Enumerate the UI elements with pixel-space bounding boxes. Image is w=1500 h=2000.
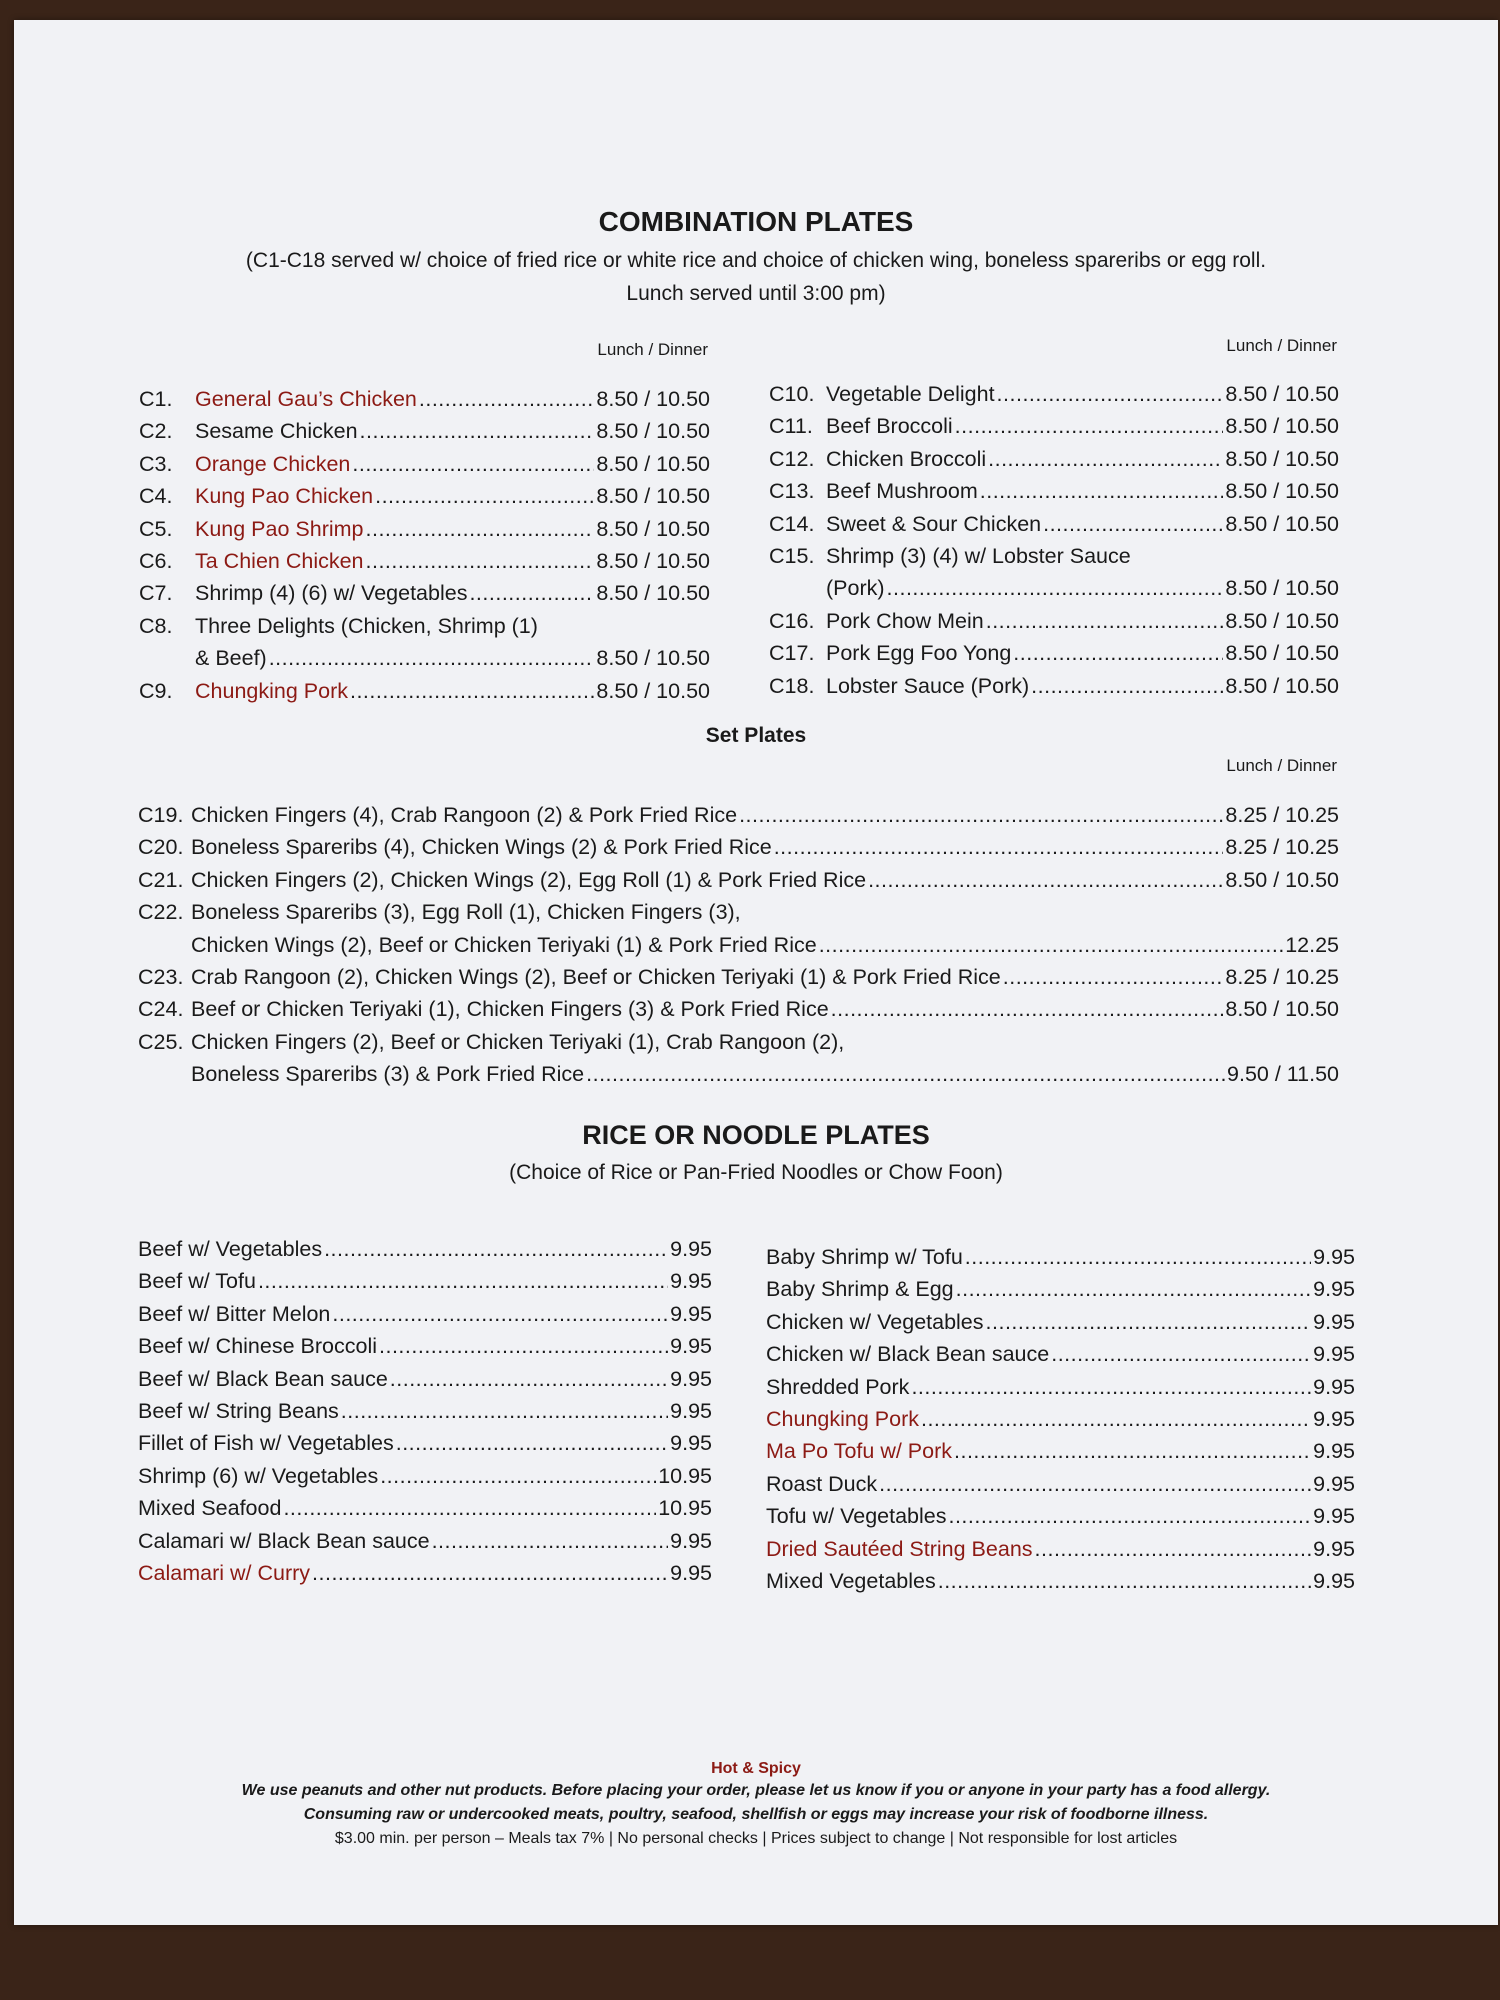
menu-item [769,637,1339,669]
menu-item-price: 9.95 [1313,1374,1355,1399]
menu-item-price: 9.95 [1313,1277,1355,1302]
menu-item-price: 9.95 [670,1334,712,1359]
dot-leader [360,415,595,447]
menu-item [138,1058,1339,1090]
menu-item-line1 [139,610,538,642]
dot-leader [879,1468,1311,1500]
dot-leader [955,410,1224,442]
menu-item-name: Beef or Chicken Teriyaki (1), Chicken Fingers (3) & Pork Fried Rice [191,997,829,1022]
menu-item [139,642,710,674]
menu-item-price: 8.50 / 10.50 [596,678,710,703]
menu-item-price: 8.50 / 10.50 [596,451,710,476]
menu-item [766,1371,1355,1403]
menu-item-name: Tofu w/ Vegetables [766,1504,947,1529]
dot-leader [269,642,595,674]
menu-item [138,1298,712,1330]
rice-noodle-title: RICE OR NOODLE PLATES [582,1120,930,1150]
menu-item-name: Baby Shrimp w/ Tofu [766,1245,963,1269]
menu-item [766,1273,1355,1305]
menu-item-name: Beef Broccoli [826,414,953,439]
dot-leader [380,1460,656,1492]
menu-item [139,448,710,480]
dot-leader [283,1492,656,1524]
menu-item-price: 9.95 [670,1301,712,1326]
dot-leader [1035,1533,1312,1565]
dot-leader [986,605,1224,637]
menu-item [769,572,1339,604]
menu-item-price: 10.95 [658,1496,712,1521]
menu-item-name: Roast Duck [766,1471,878,1496]
combination-right-col-header: Lunch / Dinner [1226,336,1337,355]
menu-item-code: C5. [139,516,173,541]
menu-item-name: Pork Egg Foo Yong [826,641,1012,666]
menu-item [138,799,1339,831]
menu-item-name: Calamari w/ Curry [138,1561,311,1585]
hot-spicy-legend: Hot & Spicy [711,1760,801,1777]
menu-item-name: Shrimp (4) (6) w/ Vegetables [195,581,468,606]
menu-item [139,545,710,577]
menu-item-price: 8.50 / 10.50 [1225,446,1339,471]
menu-item [139,675,710,707]
menu-item [138,1233,712,1265]
menu-item-code: C10. [769,382,815,406]
dot-leader [341,1395,668,1427]
menu-item-price: 9.95 [1313,1309,1355,1334]
dot-leader [774,831,1224,863]
menu-item-price: 12.25 [1285,932,1339,957]
menu-item-name: Vegetable Delight [826,382,995,406]
menu-item [138,1427,712,1459]
dot-leader [332,1298,668,1330]
set-plates-col-header: Lunch / Dinner [1226,756,1337,775]
menu-item-code: C16. [769,608,815,633]
dot-leader [432,1525,669,1557]
dot-leader [366,545,595,577]
menu-item-name: Shrimp (6) w/ Vegetables [138,1463,379,1488]
menu-item-code: C23. [138,965,184,989]
menu-item-name: Shredded Pork [766,1374,910,1399]
dot-leader [911,1371,1311,1403]
menu-item-price: 8.50 / 10.50 [1225,414,1339,439]
menu-item-name-cont: & Beef) [195,646,267,671]
menu-item-name: Mixed Seafood [138,1496,282,1521]
menu-item [769,443,1339,475]
menu-item-price: 8.50 / 10.50 [1225,576,1339,601]
menu-item-code: C11. [769,414,813,439]
dot-leader [980,475,1224,507]
menu-item-name: Beef w/ Bitter Melon [138,1301,331,1326]
menu-item [139,383,710,415]
menu-item [139,480,710,512]
menu-item [138,1525,712,1557]
menu-item-name: Beef w/ Vegetables [138,1237,323,1261]
dot-leader [948,1500,1311,1532]
menu-item-price: 8.50 / 10.50 [596,484,710,509]
menu-item [766,1533,1355,1565]
menu-item-code: C4. [139,484,173,509]
dot-leader [1043,508,1223,540]
menu-item [766,1403,1355,1435]
menu-item [766,1306,1355,1338]
menu-item-price: 9.50 / 11.50 [1227,1062,1339,1087]
menu-item-name: Beef w/ Tofu [138,1269,256,1294]
combination-subtitle-line1: (C1-C18 served w/ choice of fried rice or white rice and choice of chicken wing, boneless spareribs or egg roll. [245,249,1267,272]
menu-item-price: 8.50 / 10.50 [1225,382,1339,406]
menu-item [766,1241,1355,1273]
menu-item-name: Beef w/ Black Bean sauce [138,1366,388,1391]
menu-item-code: C8. [139,613,173,638]
dot-leader [1013,637,1223,669]
combination-subtitle-line2: Lunch served until 3:00 pm) [626,282,886,305]
menu-item-name: Chicken w/ Black Bean sauce [766,1342,1050,1367]
dot-leader [366,513,595,545]
dot-leader [956,1273,1312,1305]
dot-leader [586,1058,1225,1090]
menu-item [769,475,1339,507]
menu-item-price: 9.95 [1313,1342,1355,1367]
menu-item-code: C3. [139,451,173,476]
dot-leader [739,799,1223,831]
menu-item [138,929,1339,961]
dot-leader [997,378,1224,410]
menu-item-name: Chungking Pork [766,1407,919,1431]
menu-item [769,605,1339,637]
menu-item-price: 8.25 / 10.25 [1225,803,1339,827]
menu-item-code: C12. [769,446,815,471]
menu-item-price: 9.95 [670,1528,712,1553]
policy-notice: $3.00 min. per person – Meals tax 7% | No personal checks | Prices subject to change | Not responsible for lost articles [334,1830,1178,1847]
menu-item-price: 9.95 [670,1366,712,1391]
menu-item [766,1565,1355,1597]
menu-item [138,1460,712,1492]
dot-leader [375,480,594,512]
menu-item-price: 9.95 [1313,1569,1355,1593]
menu-item-code: C18. [769,673,815,698]
menu-item [769,670,1339,702]
menu-item-price: 8.50 / 10.50 [596,549,710,573]
dot-leader [350,675,594,707]
menu-item-code: C15. [769,544,815,568]
menu-item [766,1468,1355,1500]
menu-item-code: C7. [139,581,173,606]
menu-item-name: Crab Rangoon (2), Chicken Wings (2), Beef or Chicken Teriyaki (1) & Pork Fried Rice [191,965,1001,989]
menu-item-price: 8.50 / 10.50 [596,646,710,671]
menu-item-name-cont: Chicken Wings (2), Beef or Chicken Teriyaki (1) & Pork Fried Rice [191,932,817,957]
dot-leader [1031,670,1223,702]
menu-item-code: C13. [769,479,815,504]
menu-item-price: 8.50 / 10.50 [1225,479,1339,504]
menu-item-code: C1. [139,387,173,411]
menu-item-name-cont: Boneless Spareribs (3) & Pork Fried Rice [191,1062,585,1087]
menu-item-price: 9.95 [670,1399,712,1423]
menu-item [138,1492,712,1524]
menu-item-name: Orange Chicken [195,451,351,476]
menu-item-name: Sesame Chicken [195,419,358,444]
combination-title: COMBINATION PLATES [598,206,914,237]
menu-item-price: 8.50 / 10.50 [596,516,710,541]
dot-leader [390,1363,668,1395]
menu-item-name: Three Delights (Chicken, Shrimp (1) [195,613,538,638]
dot-leader [954,1435,1311,1467]
menu-item-price: 9.95 [670,1237,712,1261]
allergy-notice: We use peanuts and other nut products. Before placing your order, please let us know if you or anyone in your party has a food allergy. [241,1782,1271,1799]
menu-item-name: General Gau’s Chicken [195,387,417,411]
menu-item-price: 8.50 / 10.50 [1225,673,1339,698]
menu-item-price: 8.50 / 10.50 [596,581,710,606]
menu-item-name: Lobster Sauce (Pork) [826,673,1030,698]
menu-item-code: C20. [138,835,184,860]
menu-item-name: Dried Sautéed String Beans [766,1536,1033,1561]
menu-item-code: C22. [138,900,184,925]
set-plates-title: Set Plates [705,724,807,747]
menu-item-name: Baby Shrimp & Egg [766,1277,954,1302]
menu-page [14,20,1498,1925]
menu-item-code: C14. [769,511,815,536]
menu-item [138,961,1339,993]
menu-item-code: C19. [138,803,184,827]
dot-leader [1051,1338,1311,1370]
menu-item-name: Beef w/ Chinese Broccoli [138,1334,377,1359]
dot-leader [887,572,1224,604]
dot-leader [921,1403,1311,1435]
menu-item-code: C9. [139,678,173,703]
menu-item [138,864,1339,896]
menu-item-price: 9.95 [670,1561,712,1585]
menu-item [766,1435,1355,1467]
dot-leader [938,1565,1311,1597]
menu-item [766,1500,1355,1532]
dot-leader [986,1306,1312,1338]
dot-leader [379,1330,668,1362]
menu-item-name: Shrimp (3) (4) w/ Lobster Sauce [826,544,1131,568]
menu-item-price: 9.95 [1313,1439,1355,1464]
menu-item-name: Chicken w/ Vegetables [766,1309,984,1334]
menu-item [139,415,710,447]
menu-item [138,1557,712,1589]
menu-item-price: 9.95 [670,1431,712,1456]
menu-item-price: 8.50 / 10.50 [1225,608,1339,633]
menu-item-name-cont: (Pork) [826,576,885,601]
menu-item-price: 8.50 / 10.50 [596,419,710,444]
menu-item-price: 8.25 / 10.25 [1225,835,1339,860]
menu-item-price: 10.95 [658,1463,712,1488]
menu-item [138,993,1339,1025]
menu-item-price: 8.25 / 10.25 [1225,965,1339,989]
menu-item-name: Chicken Fingers (4), Crab Rangoon (2) & Pork Fried Rice [191,803,738,827]
menu-item [769,508,1339,540]
menu-item-name: Mixed Vegetables [766,1569,936,1593]
menu-item [138,1330,712,1362]
menu-item-name: Fillet of Fish w/ Vegetables [138,1431,394,1456]
menu-item-name: Chungking Pork [195,678,348,703]
menu-item-code: C21. [138,867,184,892]
menu-item-name: Beef w/ String Beans [138,1399,339,1423]
menu-item-name: Sweet & Sour Chicken [826,511,1042,536]
menu-item-price: 9.95 [1313,1471,1355,1496]
menu-item-code: C17. [769,641,815,666]
menu-item-price: 9.95 [1313,1504,1355,1529]
menu-item-name: Boneless Spareribs (3), Egg Roll (1), Chicken Fingers (3), [191,900,741,925]
dot-leader [312,1557,668,1589]
dot-leader [324,1233,668,1265]
dot-leader [469,577,594,609]
menu-item-name: Kung Pao Shrimp [195,516,364,541]
menu-item-price: 8.50 / 10.50 [1225,997,1339,1022]
menu-item-code: C25. [138,1029,184,1054]
menu-item-name: Beef Mushroom [826,479,978,504]
dot-leader [868,864,1223,896]
menu-item-name: Ma Po Tofu w/ Pork [766,1439,953,1464]
menu-item-line1 [138,896,741,928]
menu-item-price: 9.95 [1313,1245,1355,1269]
menu-item-name: Ta Chien Chicken [195,549,364,573]
menu-item-code: C24. [138,997,184,1022]
menu-item-name: Calamari w/ Black Bean sauce [138,1528,430,1553]
menu-item-name: Chicken Fingers (2), Chicken Wings (2), Egg Roll (1) & Pork Fried Rice [191,867,867,892]
dot-leader [819,929,1283,961]
dot-leader [988,443,1223,475]
menu-item-price: 8.50 / 10.50 [1225,511,1339,536]
menu-item [769,378,1339,410]
dot-leader [965,1241,1311,1273]
dot-leader [831,993,1224,1025]
menu-item [139,513,710,545]
menu-item [138,1395,712,1427]
menu-item [138,1363,712,1395]
menu-item-code: C6. [139,549,173,573]
dot-leader [1003,961,1224,993]
dot-leader [258,1265,668,1297]
menu-item-price: 9.95 [1313,1407,1355,1431]
menu-item-line1 [769,540,1131,572]
menu-item-price: 9.95 [1313,1536,1355,1561]
dot-leader [352,448,594,480]
menu-item-name: Chicken Fingers (2), Beef or Chicken Teriyaki (1), Crab Rangoon (2), [191,1029,845,1054]
dot-leader [419,383,595,415]
menu-item-name: Pork Chow Mein [826,608,984,633]
menu-item-price: 8.50 / 10.50 [1225,641,1339,666]
menu-item-price: 8.50 / 10.50 [596,387,710,411]
dot-leader [396,1427,668,1459]
combination-subtitle [14,244,1498,310]
menu-item [138,1265,712,1297]
menu-item-price: 8.50 / 10.50 [1225,867,1339,892]
menu-item [769,410,1339,442]
menu-item-name: Kung Pao Chicken [195,484,374,509]
menu-item [766,1338,1355,1370]
menu-item-name: Chicken Broccoli [826,446,987,471]
raw-food-warning: Consuming raw or undercooked meats, poultry, seafood, shellfish or eggs may increase your risk of foodborne illness. [303,1806,1209,1823]
combination-left-col-header: Lunch / Dinner [597,340,708,359]
menu-item [138,831,1339,863]
menu-item-line1 [138,1026,844,1058]
menu-item [139,577,710,609]
rice-noodle-subtitle: (Choice of Rice or Pan-Fried Noodles or Chow Foon) [509,1161,1003,1184]
menu-item-price: 9.95 [670,1269,712,1294]
menu-item-code: C2. [139,419,173,444]
menu-item-name: Boneless Spareribs (4), Chicken Wings (2) & Pork Fried Rice [191,835,772,860]
